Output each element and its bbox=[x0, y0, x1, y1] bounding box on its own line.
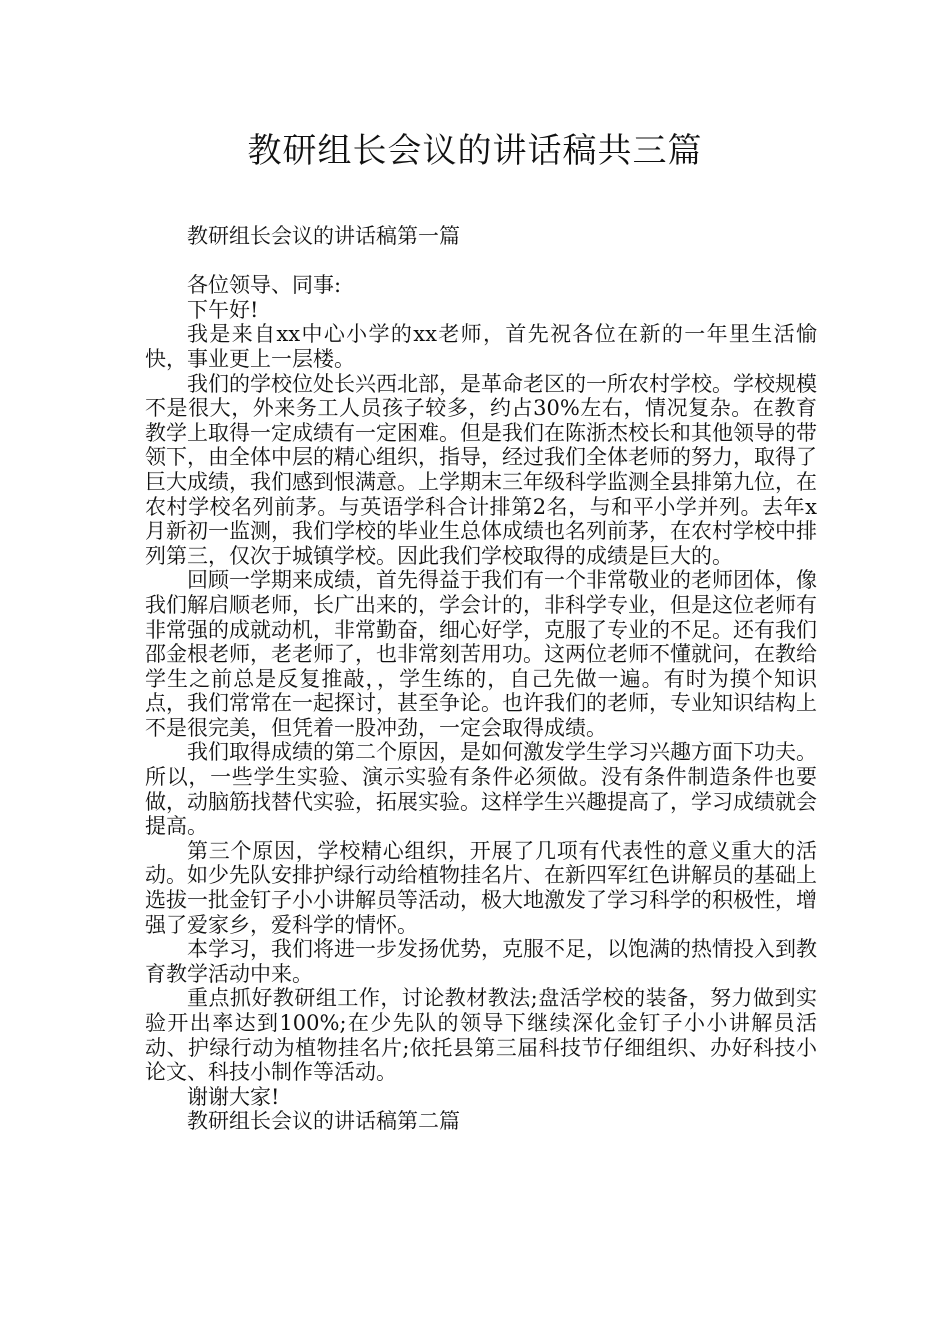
paragraph-teachers: 回顾一学期来成绩，首先得益于我们有一个非常敬业的老师团体，像我们解启顺老师，长广出来的，学会计的，非科学专业，但是这位老师有非常强的成就动机，非常勤奋，细心好学，克服了专业的不足。还有我们邵金根老师，老老师了，也非常刻苦用功。这两位老师不懂就问，在教给学生之前总是反复推敲，，学生练的，自己先做一遍。有时为摸个知识点，我们常常在一起探讨，甚至争论。也许我们的老师，专业知识结构上不是很完美，但凭着一股冲劲，一定会取得成绩。 bbox=[145, 568, 817, 740]
paragraph-reason-three: 第三个原因，学校精心组织，开展了几项有代表性的意义重大的活动。如少先队安排护绿行动给植物挂名片、在新四军红色讲解员的基础上选拔一批金钉子小小讲解员等活动，极大地激发了学习科学的积极性，增强了爱家乡，爱科学的情怀。 bbox=[145, 838, 817, 937]
closing-thanks: 谢谢大家! bbox=[187, 1084, 280, 1109]
document-body bbox=[145, 224, 817, 1134]
document-title: 教研组长会议的讲话稿共三篇 bbox=[247, 131, 703, 171]
section-heading-second: 教研组长会议的讲话稿第二篇 bbox=[187, 1109, 460, 1134]
paragraph-intro: 我是来自xx中心小学的xx老师，首先祝各位在新的一年里生活愉快，事业更上一层楼。 bbox=[145, 322, 817, 371]
paragraph-reason-two: 我们取得成绩的第二个原因，是如何激发学生学习兴趣方面下功夫。所以，一些学生实验、演示实验有条件必须做。没有条件制造条件也要做，动脑筋找替代实验，拓展实验。这样学生兴趣提高了，学习成绩就会提高。 bbox=[145, 740, 817, 839]
paragraph-school: 我们的学校位处长兴西北部，是革命老区的一所农村学校。学校规模不是很大，外来务工人员孩子较多，约占30%左右，情况复杂。在教育教学上取得一定成绩有一定困难。但是我们在陈浙杰校长和其他领导的带领下，由全体中层的精心组织，指导，经过我们全体老师的努力，取得了巨大成绩，我们感到恨满意。上学期末三年级科学监测全县排第九位，在农村学校名列前茅。与英语学科合计排第2名，与和平小学并列。去年x月新初一监测，我们学校的毕业生总体成绩也名列前茅，在农村学校中排列第三，仅次于城镇学校。因此我们学校取得的成绩是巨大的。 bbox=[145, 371, 817, 568]
paragraph-focus: 重点抓好教研组工作，讨论教材教法;盘活学校的装备，努力做到实验开出率达到100%;在少先队的领导下继续深化金钉子小小讲解员活动、护绿行动为植物挂名片;依托县第三届科技节仔细组织、办好科技小论文、科技小制作等活动。 bbox=[145, 986, 817, 1085]
paragraph-plan: 本学习，我们将进一步发扬优势，克服不足，以饱满的热情投入到教育教学活动中来。 bbox=[145, 937, 817, 986]
section-heading-first: 教研组长会议的讲话稿第一篇 bbox=[187, 224, 460, 248]
salutation: 各位领导、同事: bbox=[187, 273, 342, 298]
greeting: 下午好! bbox=[187, 297, 259, 322]
